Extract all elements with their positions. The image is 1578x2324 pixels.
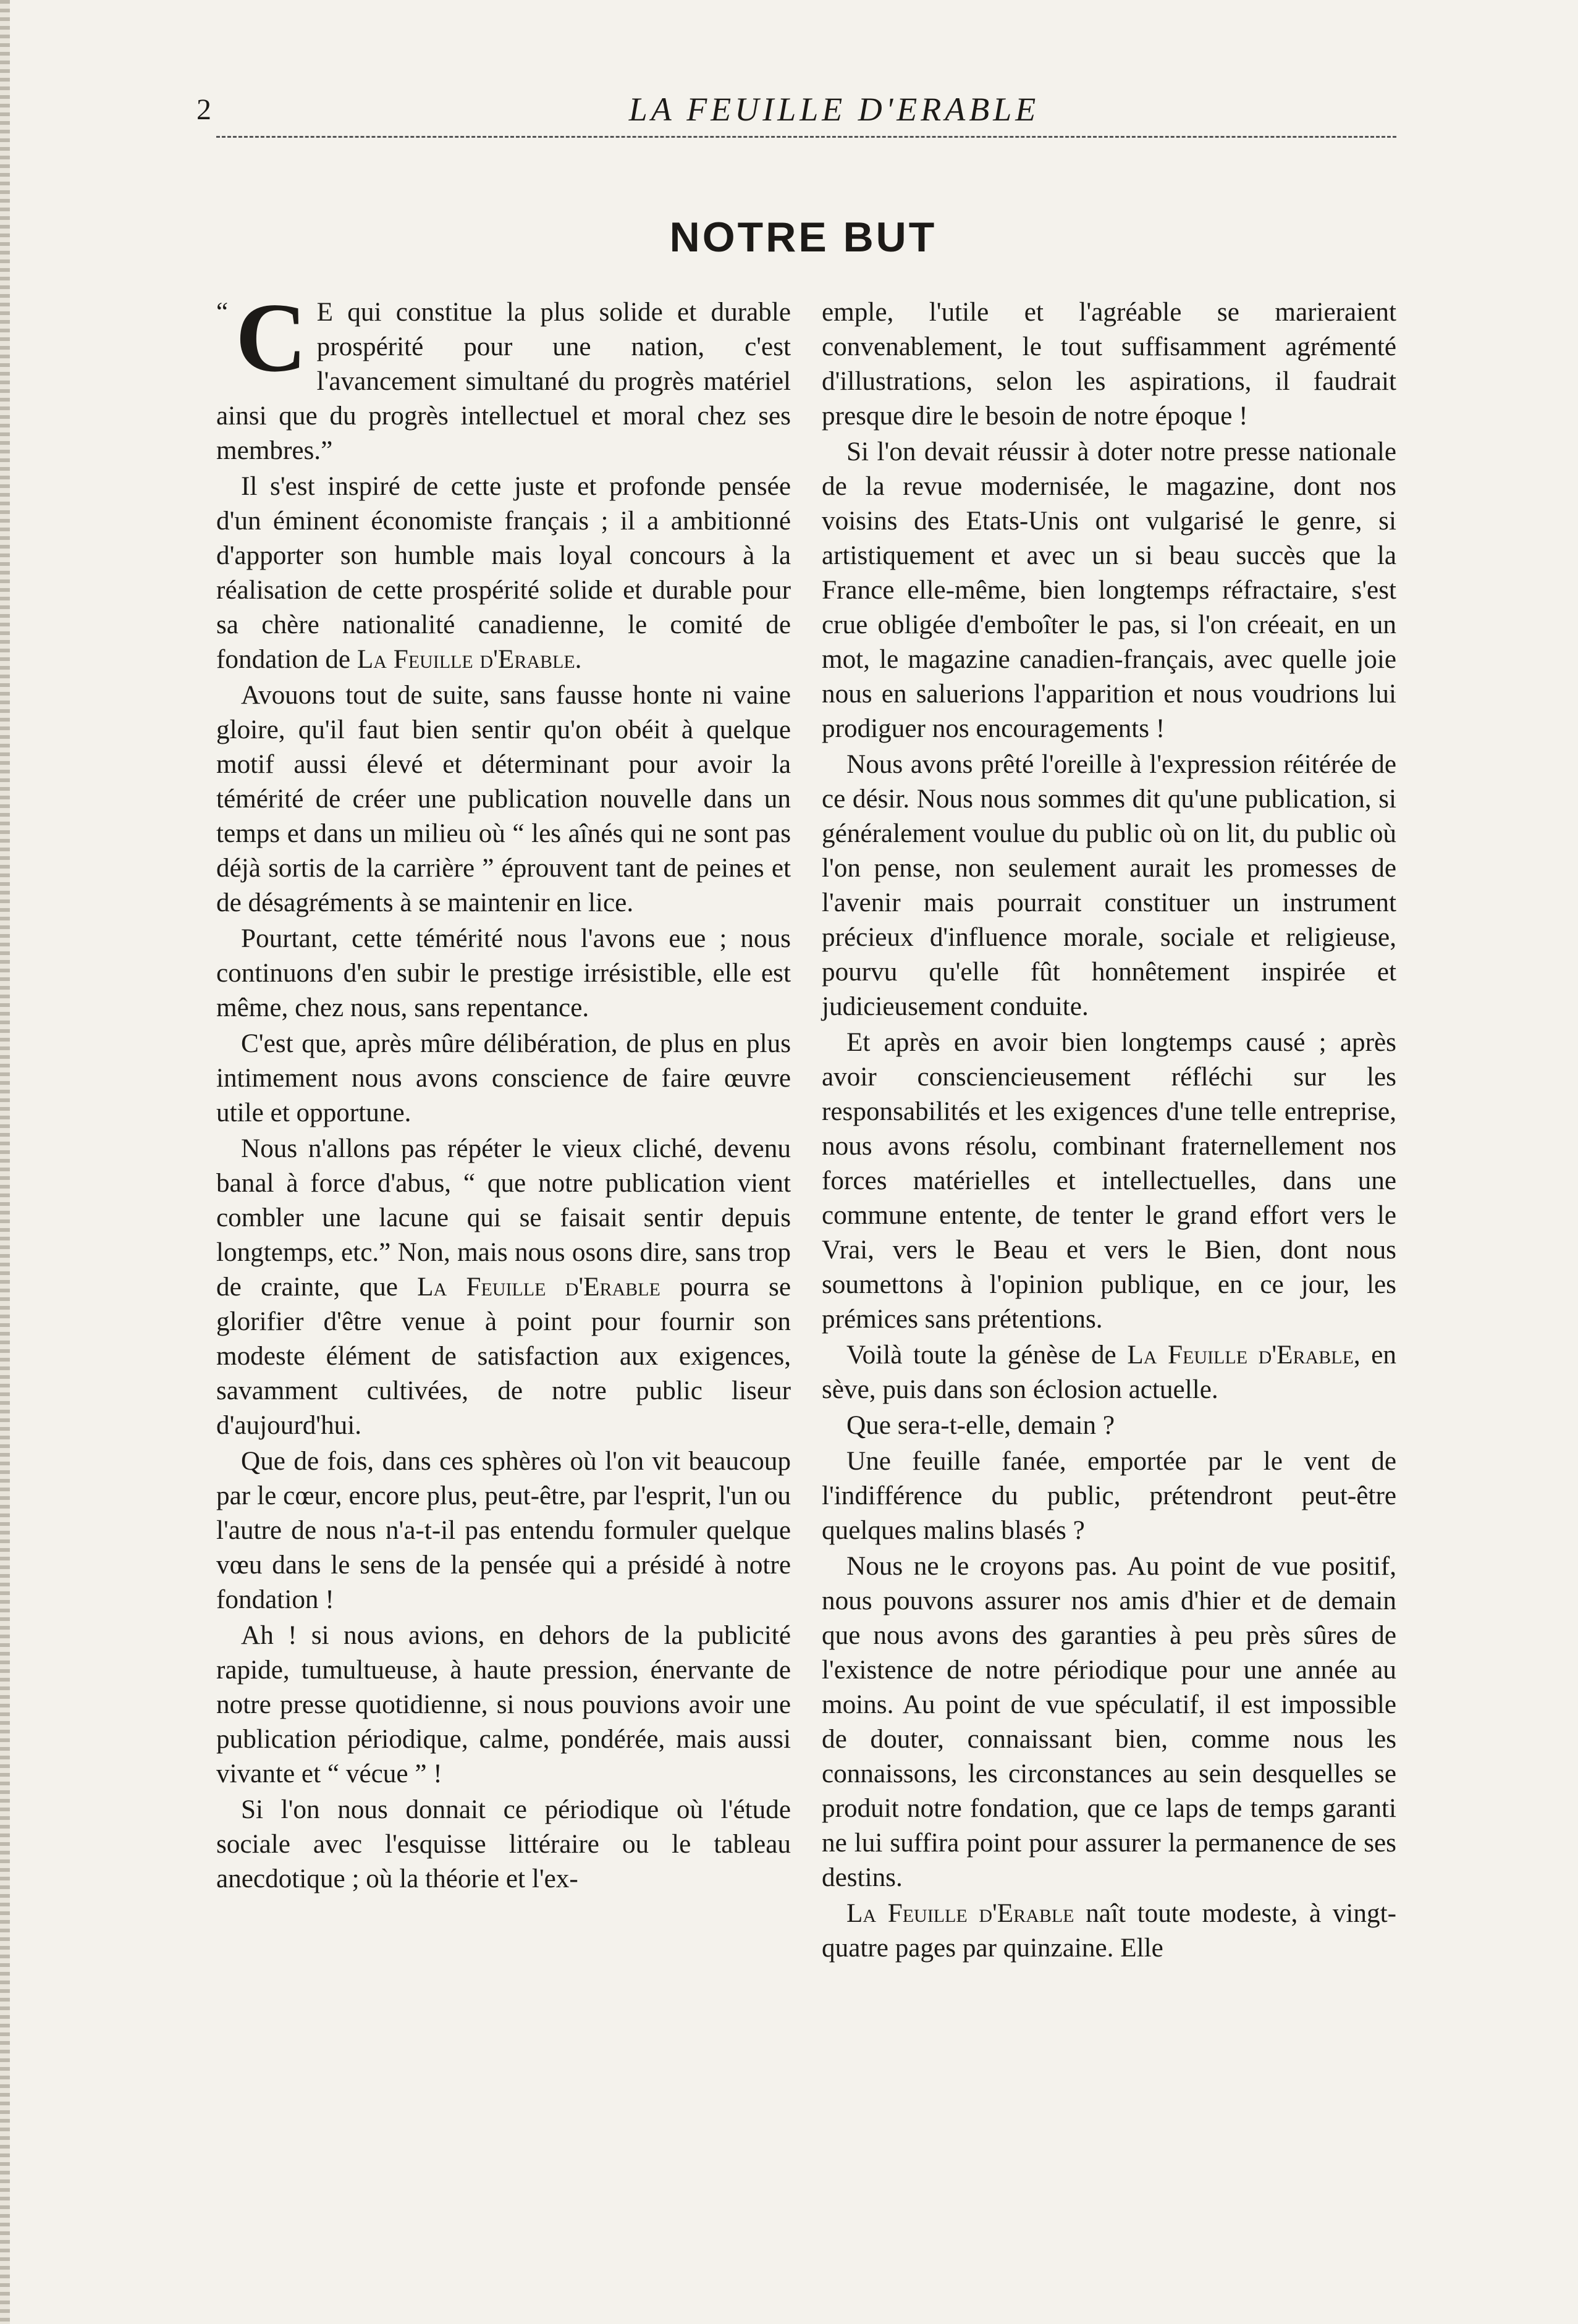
magazine-name: La Feuille d'Erable <box>417 1273 660 1302</box>
paragraph-14-text-b: , en sève, puis dans son éclosion actuelle. <box>822 1341 1397 1404</box>
article-title: NOTRE BUT <box>669 214 937 261</box>
paragraph-15: Que sera-t-elle, demain ? <box>846 1411 1115 1440</box>
paragraph-17: Nous ne le croyons pas. Au point de vue positif, nous pouvons assurer nos amis d'hier et de demain que nous avons des garanties à peu près sûres de l'existence de notre périodique pour une année au moins. Au point de vue spéculatif, il est impossible de douter, connaissant bien, comme nous les connaissons, les circonstances au sein desquelles se produit notre fondation, que ce laps de temps garanti ne lui suffira point pour assurer la permanence de ses destins. <box>822 1552 1396 1892</box>
paragraph-9: Si l'on nous donnait ce périodique où l'étude sociale avec l'esquisse littéraire ou le tableau anecdotique ; où la théorie et l'ex- <box>216 1795 791 1893</box>
paragraph-1-text: E qui constitue la plus solide et durable prospérité pour une nation, c'est l'avancement simultané du progrès matériel ainsi que du progrès intellectuel et moral chez ses membres.” <box>216 298 791 465</box>
paragraph-1 <box>216 282 791 468</box>
paragraph-6-text-a: Nous n'allons pas répéter le vieux cliché, devenu banal à force d'abus, “ que notre publication vient combler une lacune qui se faisait sentir depuis longtemps, etc.” Non, mais nous osons dire, sans trop de crainte, que <box>216 1134 791 1302</box>
paragraph-4: Pourtant, cette témérité nous l'avons eue ; nous continuons d'en subir le prestige irrésistible, elle est même, chez nous, sans repentance. <box>216 924 791 1022</box>
right-column <box>822 295 1396 1967</box>
paragraph-2-text: Il s'est inspiré de cette juste et profonde pensée d'un éminent économiste français ; il a ambitionné d'apporter son humble mais loyal concours à la réalisation de cette prospérité solide et durable pour sa chère nationalité canadienne, le comité de fondation de <box>216 472 791 674</box>
page-number: 2 <box>196 93 213 126</box>
paragraph-18 <box>822 1897 1396 1966</box>
paragraph-12: Nous avons prêté l'oreille à l'expression réitérée de ce désir. Nous nous sommes dit qu'une publication, si généralement voulue du public où on lit, du public où l'on pense, non seulement aurait les promesses de l'avenir mais pourrait constituer un instrument précieux d'influence morale, sociale et religieuse, pourvu qu'elle fût honnêtement inspirée et judicieusement conduite. <box>822 750 1396 1021</box>
paragraph-10: emple, l'utile et l'agréable se marieraient convenablement, le tout suffisamment agrémenté d'illustrations, selon les aspirations, il faudrait presque dire le besoin de notre époque ! <box>822 298 1396 431</box>
magazine-name: La Feuille d'Erable <box>357 645 575 674</box>
paragraph-6-text-b: pourra se glorifier d'être venue à point pour fournir son modeste élément de satisfaction aux exigences, savamment cultivées, de notre public liseur d'aujourd'hui. <box>216 1273 791 1440</box>
opening-quote: “ <box>216 298 229 327</box>
page-binding-edge <box>0 0 10 2324</box>
paragraph-6 <box>216 1132 791 1443</box>
header-rule <box>216 136 1396 138</box>
magazine-name: La Feuille d'Erable <box>1127 1341 1354 1370</box>
paragraph-13: Et après en avoir bien longtemps causé ; après avoir consciencieusement réfléchi sur les responsabilités et les exigences d'une telle entreprise, nous avons résolu, combinant fraternellement nos forces matérielles et intellectuelles, dans une commune entente, de tenter le grand effort vers le Vrai, vers le Beau et vers le Bien, dont nous soumettons à l'opinion publique, en ce jour, les prémices sans prétentions. <box>822 1028 1396 1334</box>
running-title: LA FEUILLE D'ERABLE <box>628 91 1040 128</box>
magazine-name: La Feuille d'Erable <box>846 1899 1074 1928</box>
drop-cap: C <box>235 282 307 392</box>
paragraph-16: Une feuille fanée, emportée par le vent de l'indifférence du public, prétendront peut-être quelques malins blasés ? <box>822 1447 1396 1545</box>
left-column <box>216 282 791 1898</box>
paragraph-3: Avouons tout de suite, sans fausse honte ni vaine gloire, qu'il faut bien sentir qu'on obéit à quelque motif aussi élevé et déterminant pour avoir la témérité de créer une publication nouvelle dans un temps et dans un milieu où “ les aînés qui ne sont pas déjà sortis de la carrière ” éprouvent tant de peines et de désagréments à se maintenir en lice. <box>216 681 791 917</box>
paragraph-14-text-a: Voilà toute la génèse de <box>846 1341 1116 1370</box>
paragraph-7: Que de fois, dans ces sphères où l'on vit beaucoup par le cœur, encore plus, peut-être, par l'esprit, l'un ou l'autre de nous n'a-t-il pas entendu formuler quelque vœu dans le sens de la pensée qui a présidé à notre fondation ! <box>216 1447 791 1614</box>
paragraph-11: Si l'on devait réussir à doter notre presse nationale de la revue modernisée, le magazine, dont nos voisins des Etats-Unis ont vulgarisé le genre, si artistiquement et avec un si beau succès que la France elle-même, bien longtemps réfractaire, s'est crue obligée d'emboîter le pas, si l'on créeait, en un mot, le magazine canadien-français, avec quelle joie nous en saluerions l'apparition et nous voudrions lui prodiguer nos encouragements ! <box>822 437 1396 743</box>
paragraph-2-end: . <box>575 645 582 674</box>
paragraph-14 <box>822 1338 1396 1407</box>
paragraph-8: Ah ! si nous avions, en dehors de la publicité rapide, tumultueuse, à haute pression, énervante de notre presse quotidienne, si nous pouvions avoir une publication périodique, calme, pondérée, mais aussi vivante et “ vécue ” ! <box>216 1621 791 1788</box>
paragraph-5: C'est que, après mûre délibération, de plus en plus intimement nous avons conscience de faire œuvre utile et opportune. <box>216 1029 791 1127</box>
paragraph-18-text: naît toute modeste, à vingt-quatre pages par quinzaine. Elle <box>822 1899 1397 1963</box>
paragraph-2 <box>216 469 791 677</box>
